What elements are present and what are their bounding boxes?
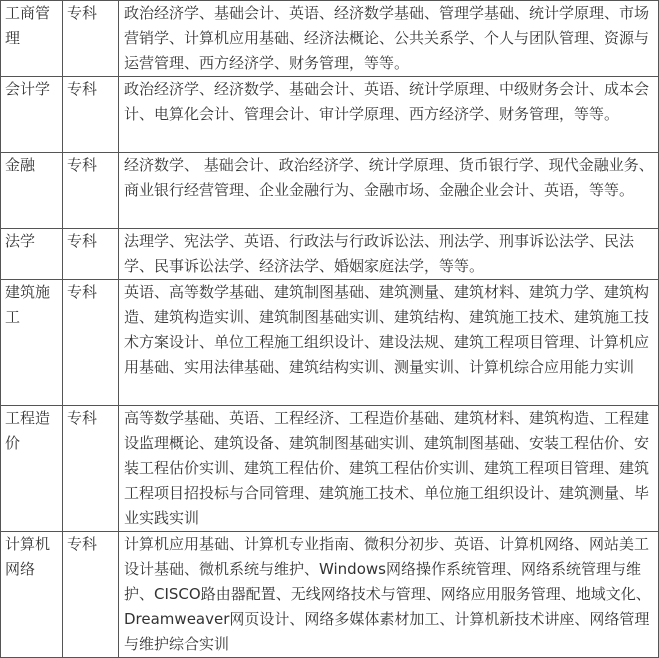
table-row-engineering-cost: [1, 406, 659, 532]
courses-cell: 政治经济学、经济数学、基础会计、英语、统计学原理、中级财务会计、成本会计、电算化会计、管理会计、审计学原理、西方经济学、财务管理，等等。: [119, 77, 659, 153]
table-row-finance: [1, 153, 659, 229]
table-row-business-management: [1, 1, 659, 77]
level-cell: 专科: [63, 77, 119, 153]
table-row-construction: [1, 280, 659, 406]
table-row-accounting: [1, 77, 659, 153]
courses-cell: 经济数学、 基础会计、政治经济学、统计学原理、货币银行学、现代金融业务、商业银行经营管理、企业金融行为、金融市场、金融企业会计、英语，等等。: [119, 153, 659, 229]
courses-cell: 政治经济学、基础会计、英语、经济数学基础、管理学基础、统计学原理、市场营销学、计算机应用基础、经济法概论、公共关系学、个人与团队管理、资源与运营管理、西方经济学、财务管理，等等。: [119, 1, 659, 77]
major-cell: 法学: [1, 229, 63, 280]
major-cell: 金融: [1, 153, 63, 229]
level-cell: 专科: [63, 229, 119, 280]
major-cell: 建筑施工: [1, 280, 63, 406]
courses-cell: 英语、高等数学基础、建筑制图基础、建筑测量、建筑材料、建筑力学、建筑构造、建筑构造实训、建筑制图基础实训、建筑结构、建筑施工技术、建筑施工技术方案设计、单位工程施工组织设计、建设法规、建筑工程项目管理、计算机应用基础、实用法律基础、建筑结构实训、测量实训、计算机综合应用能力实训: [119, 280, 659, 406]
table-row-computer-network: [1, 532, 659, 658]
level-cell: 专科: [63, 280, 119, 406]
level-cell: 专科: [63, 532, 119, 658]
major-cell: 会计学: [1, 77, 63, 153]
major-cell: 计算机网络: [1, 532, 63, 658]
major-cell: 工程造价: [1, 406, 63, 532]
level-cell: 专科: [63, 1, 119, 77]
courses-cell: 高等数学基础、英语、工程经济、工程造价基础、建筑材料、建筑构造、工程建设监理概论、建筑设备、建筑制图基础实训、建筑制图基础、安装工程估价、安装工程估价实训、建筑工程估价、建筑工程估价实训、建筑工程项目管理、建筑工程项目招投标与合同管理、建筑施工技术、单位施工组织设计、建筑测量、毕业实践实训: [119, 406, 659, 532]
courses-cell: 法理学、宪法学、英语、行政法与行政诉讼法、刑法学、刑事诉讼法学、民法学、民事诉讼法学、经济法学、婚姻家庭法学，等等。: [119, 229, 659, 280]
major-cell: 工商管理: [1, 1, 63, 77]
courses-cell: 计算机应用基础、计算机专业指南、微积分初步、英语、计算机网络、网站美工设计基础、微机系统与维护、Windows网络操作系统管理、网络系统管理与维护、CISCO路由器配置、无线网络技术与管理、网络应用服务管理、地域文化、Dreamweaver网页设计、网络多媒体素材加工、计算机新技术讲座、网络管理与维护综合实训: [119, 532, 659, 658]
level-cell: 专科: [63, 153, 119, 229]
table-row-law: [1, 229, 659, 280]
level-cell: 专科: [63, 406, 119, 532]
